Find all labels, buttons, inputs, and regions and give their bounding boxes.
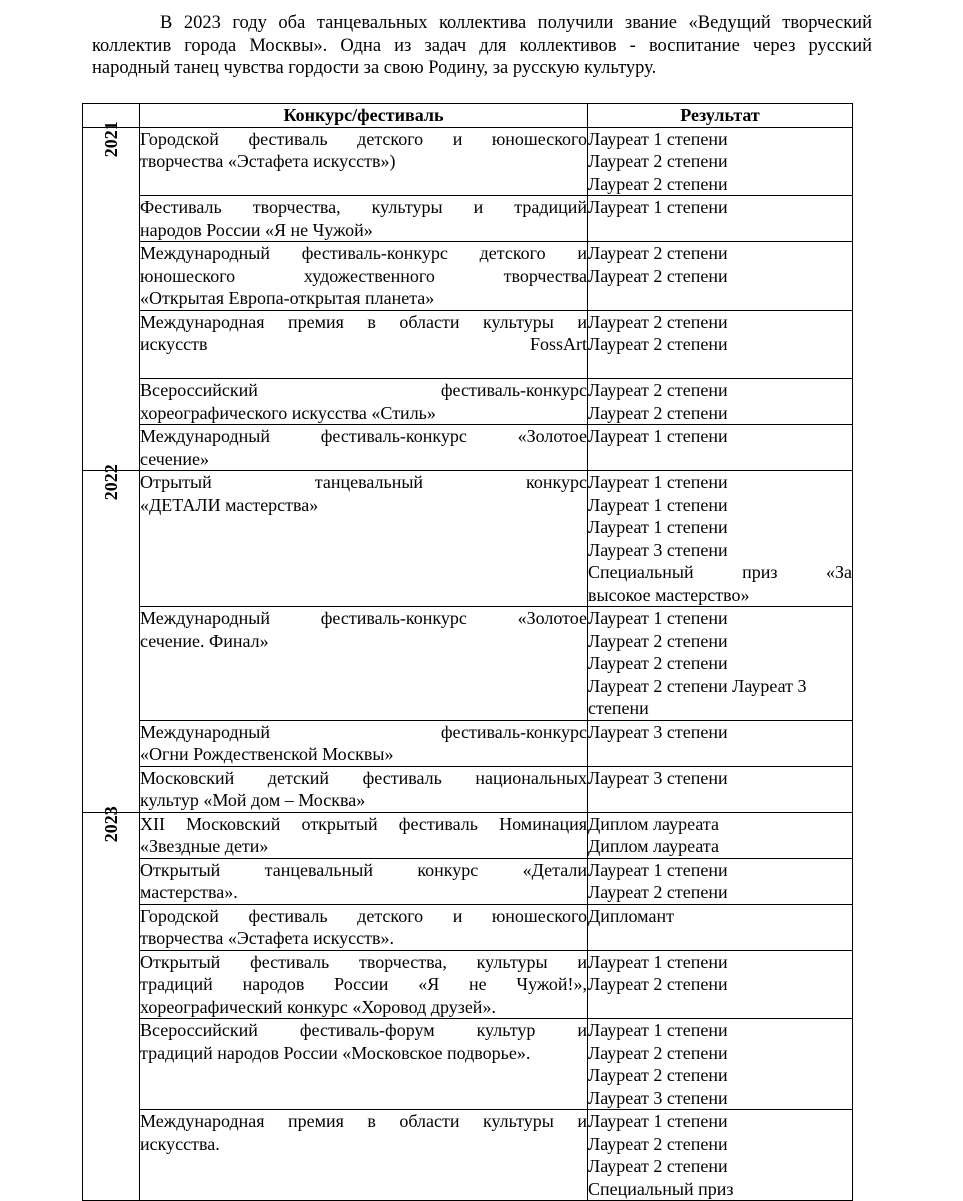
table-row — [83, 607, 853, 721]
competition-line: сечение. Финал» — [140, 630, 269, 651]
competition-line: Международный фестиваль-конкурс — [140, 721, 587, 742]
competition-line: Отрытый танцевальный конкурс — [140, 472, 587, 492]
competition-line: Международная премия в области культуры и — [140, 311, 587, 332]
competition-cell — [140, 858, 588, 904]
table-row — [83, 379, 853, 425]
competition-line: «Открытая Европа-открытая планета» — [140, 288, 435, 308]
result-cell — [588, 904, 853, 950]
result-line: Лауреат 2 степени Лауреат 3 — [588, 675, 807, 696]
year-cell — [83, 805, 140, 1201]
result-line: Лауреат 2 степени — [588, 653, 728, 673]
competition-line: «ДЕТАЛИ мастерства» — [140, 494, 319, 515]
result-cell — [588, 242, 853, 311]
result-cell — [588, 310, 853, 379]
table-row — [83, 196, 853, 242]
result-line: Специальный приз «За — [588, 562, 852, 582]
header-result: Результат — [588, 104, 853, 128]
intro-line: народный танец чувства гордости за свою Родину, за русскую культуру. — [92, 58, 657, 78]
competition-cell — [140, 904, 588, 950]
result-line: Лауреат 1 степени — [588, 859, 728, 880]
competition-line: «Звездные дети» — [140, 836, 269, 856]
competition-line: Городской фестиваль детского и юношеского — [140, 128, 587, 149]
header-competition: Конкурс/фестиваль — [140, 104, 588, 128]
result-line: Специальный приз — [588, 1178, 734, 1199]
competition-cell — [140, 310, 588, 379]
year-label: 2022 — [100, 464, 121, 501]
result-line: Лауреат 2 степени — [588, 311, 728, 332]
result-line: Лауреат 1 степени — [588, 951, 728, 972]
competition-line: искусства. — [140, 1133, 220, 1154]
competition-line: Московский детский фестиваль национальных — [140, 767, 587, 788]
competition-line: искусств FossArt — [140, 334, 587, 354]
competition-line: творчества «Эстафета искусств») — [140, 151, 396, 171]
table-row — [83, 858, 853, 904]
competition-line: творчества «Эстафета искусств». — [140, 928, 395, 948]
competition-cell — [140, 196, 588, 242]
result-line: Лауреат 1 степени — [588, 1111, 728, 1131]
result-cell — [588, 425, 853, 471]
result-line: Лауреат 1 степени — [588, 1020, 728, 1040]
result-line: Лауреат 1 степени — [588, 426, 728, 446]
result-line: Лауреат 3 степени — [588, 767, 728, 788]
result-line: Лауреат 1 степени — [588, 608, 728, 628]
result-line: Дипломант — [588, 905, 674, 926]
competition-line: Всероссийский фестиваль-форум культур и — [140, 1020, 587, 1040]
result-line: Лауреат 2 степени — [588, 173, 728, 194]
result-cell — [588, 766, 853, 812]
competition-line: Городской фестиваль детского и юношеского — [140, 905, 587, 926]
table-row — [83, 950, 853, 1019]
table-row — [83, 766, 853, 812]
result-line: Лауреат 2 степени — [588, 882, 728, 902]
result-line: Лауреат 2 степени — [588, 1133, 728, 1154]
result-line: степени — [588, 698, 649, 718]
competition-line: хореографического искусства «Стиль» — [140, 402, 436, 423]
competition-cell — [140, 127, 588, 196]
result-cell — [588, 812, 853, 858]
competition-cell — [140, 1110, 588, 1201]
competition-line — [140, 356, 587, 379]
competition-line: народов России «Я не Чужой» — [140, 219, 373, 240]
result-cell — [588, 720, 853, 766]
competition-line: Международная премия в области культуры и — [140, 1111, 587, 1131]
result-line: Лауреат 1 степени — [588, 494, 728, 515]
result-line: Лауреат 2 степени — [588, 151, 728, 171]
result-line: Лауреат 2 степени — [588, 974, 728, 994]
result-cell — [588, 471, 853, 607]
competition-cell — [140, 425, 588, 471]
intro-paragraph — [92, 12, 872, 80]
result-cell — [588, 858, 853, 904]
competition-line: Международный фестиваль-конкурс «Золотое — [140, 426, 587, 446]
result-cell — [588, 950, 853, 1019]
result-cell — [588, 1110, 853, 1201]
competition-line: «Огни Рождественской Москвы» — [140, 744, 394, 764]
result-cell — [588, 196, 853, 242]
awards-table — [82, 103, 853, 1201]
table-row — [83, 720, 853, 766]
competition-line: Фестиваль творчества, культуры и традиций — [140, 197, 587, 217]
result-line: Лауреат 3 степени — [588, 721, 728, 742]
competition-cell — [140, 242, 588, 311]
result-cell — [588, 127, 853, 196]
table-row — [83, 471, 853, 607]
year-cell — [83, 464, 140, 813]
competition-line: юношеского художественного творчества — [140, 265, 587, 286]
result-line: Лауреат 2 степени — [588, 334, 728, 354]
result-line: Лауреат 2 степени — [588, 380, 728, 400]
result-line: Диплом лауреата — [588, 836, 719, 856]
competition-line: традиций народов России «Я не Чужой!», — [140, 974, 587, 994]
result-cell — [588, 607, 853, 721]
table-row — [83, 310, 853, 379]
competition-line: Международный фестиваль-конкурс «Золотое — [140, 608, 587, 628]
intro-line: В 2023 году оба танцевальных коллектива получили звание «Ведущий творческий — [160, 13, 872, 33]
intro-line: коллектив города Москвы». Одна из задач для коллективов - воспитание через русский — [92, 35, 872, 56]
result-line: Лауреат 3 степени — [588, 539, 728, 560]
result-line: Лауреат 2 степени — [588, 630, 728, 651]
result-line: Лауреат 1 степени — [588, 517, 728, 537]
competition-cell — [140, 379, 588, 425]
result-cell — [588, 1019, 853, 1110]
result-line: Лауреат 2 степени — [588, 1065, 728, 1085]
competition-cell — [140, 720, 588, 766]
year-label: 2021 — [100, 120, 121, 157]
competition-cell — [140, 950, 588, 1019]
table-row — [83, 1110, 853, 1201]
competition-cell — [140, 1019, 588, 1110]
result-line: Лауреат 3 степени — [588, 1087, 728, 1108]
competition-cell — [140, 607, 588, 721]
competition-line: мастерства». — [140, 882, 238, 902]
result-line: Лауреат 2 степени — [588, 1156, 728, 1176]
table-row — [83, 425, 853, 471]
table-row — [83, 127, 853, 196]
result-cell — [588, 379, 853, 425]
competition-line: Международный фестиваль-конкурс детского и — [140, 243, 587, 263]
competition-cell — [140, 471, 588, 607]
result-line: Лауреат 2 степени — [588, 1042, 728, 1063]
year-cell — [83, 120, 140, 471]
table-row — [83, 812, 853, 858]
competition-line: Открытый танцевальный конкурс «Детали — [140, 859, 587, 880]
competition-cell — [140, 812, 588, 858]
awards-table-body — [83, 120, 853, 1201]
competition-line: традиций народов России «Московское подворье». — [140, 1042, 531, 1063]
result-line: Лауреат 1 степени — [588, 197, 728, 217]
result-line: высокое мастерство» — [588, 584, 750, 605]
competition-line: Всероссийский фестиваль-конкурс — [140, 380, 587, 400]
table-row — [83, 1019, 853, 1110]
competition-line: культур «Мой дом – Москва» — [140, 790, 366, 810]
competition-cell — [140, 766, 588, 812]
competition-line: XII Московский открытый фестиваль Номинация — [140, 813, 587, 834]
result-line: Лауреат 1 степени — [588, 472, 728, 492]
result-line: Диплом лауреата — [588, 813, 719, 834]
result-line: Лауреат 2 степени — [588, 243, 728, 263]
competition-line: хореографический конкурс «Хоровод друзей». — [140, 996, 496, 1017]
result-line: Лауреат 2 степени — [588, 402, 728, 423]
table-header-row — [83, 104, 853, 128]
competition-line: сечение» — [140, 448, 210, 469]
competition-line: Открытый фестиваль творчества, культуры и — [140, 951, 587, 972]
year-label: 2023 — [100, 805, 121, 842]
table-row — [83, 904, 853, 950]
result-line: Лауреат 1 степени — [588, 128, 728, 149]
result-line: Лауреат 2 степени — [588, 265, 728, 286]
table-row — [83, 242, 853, 311]
